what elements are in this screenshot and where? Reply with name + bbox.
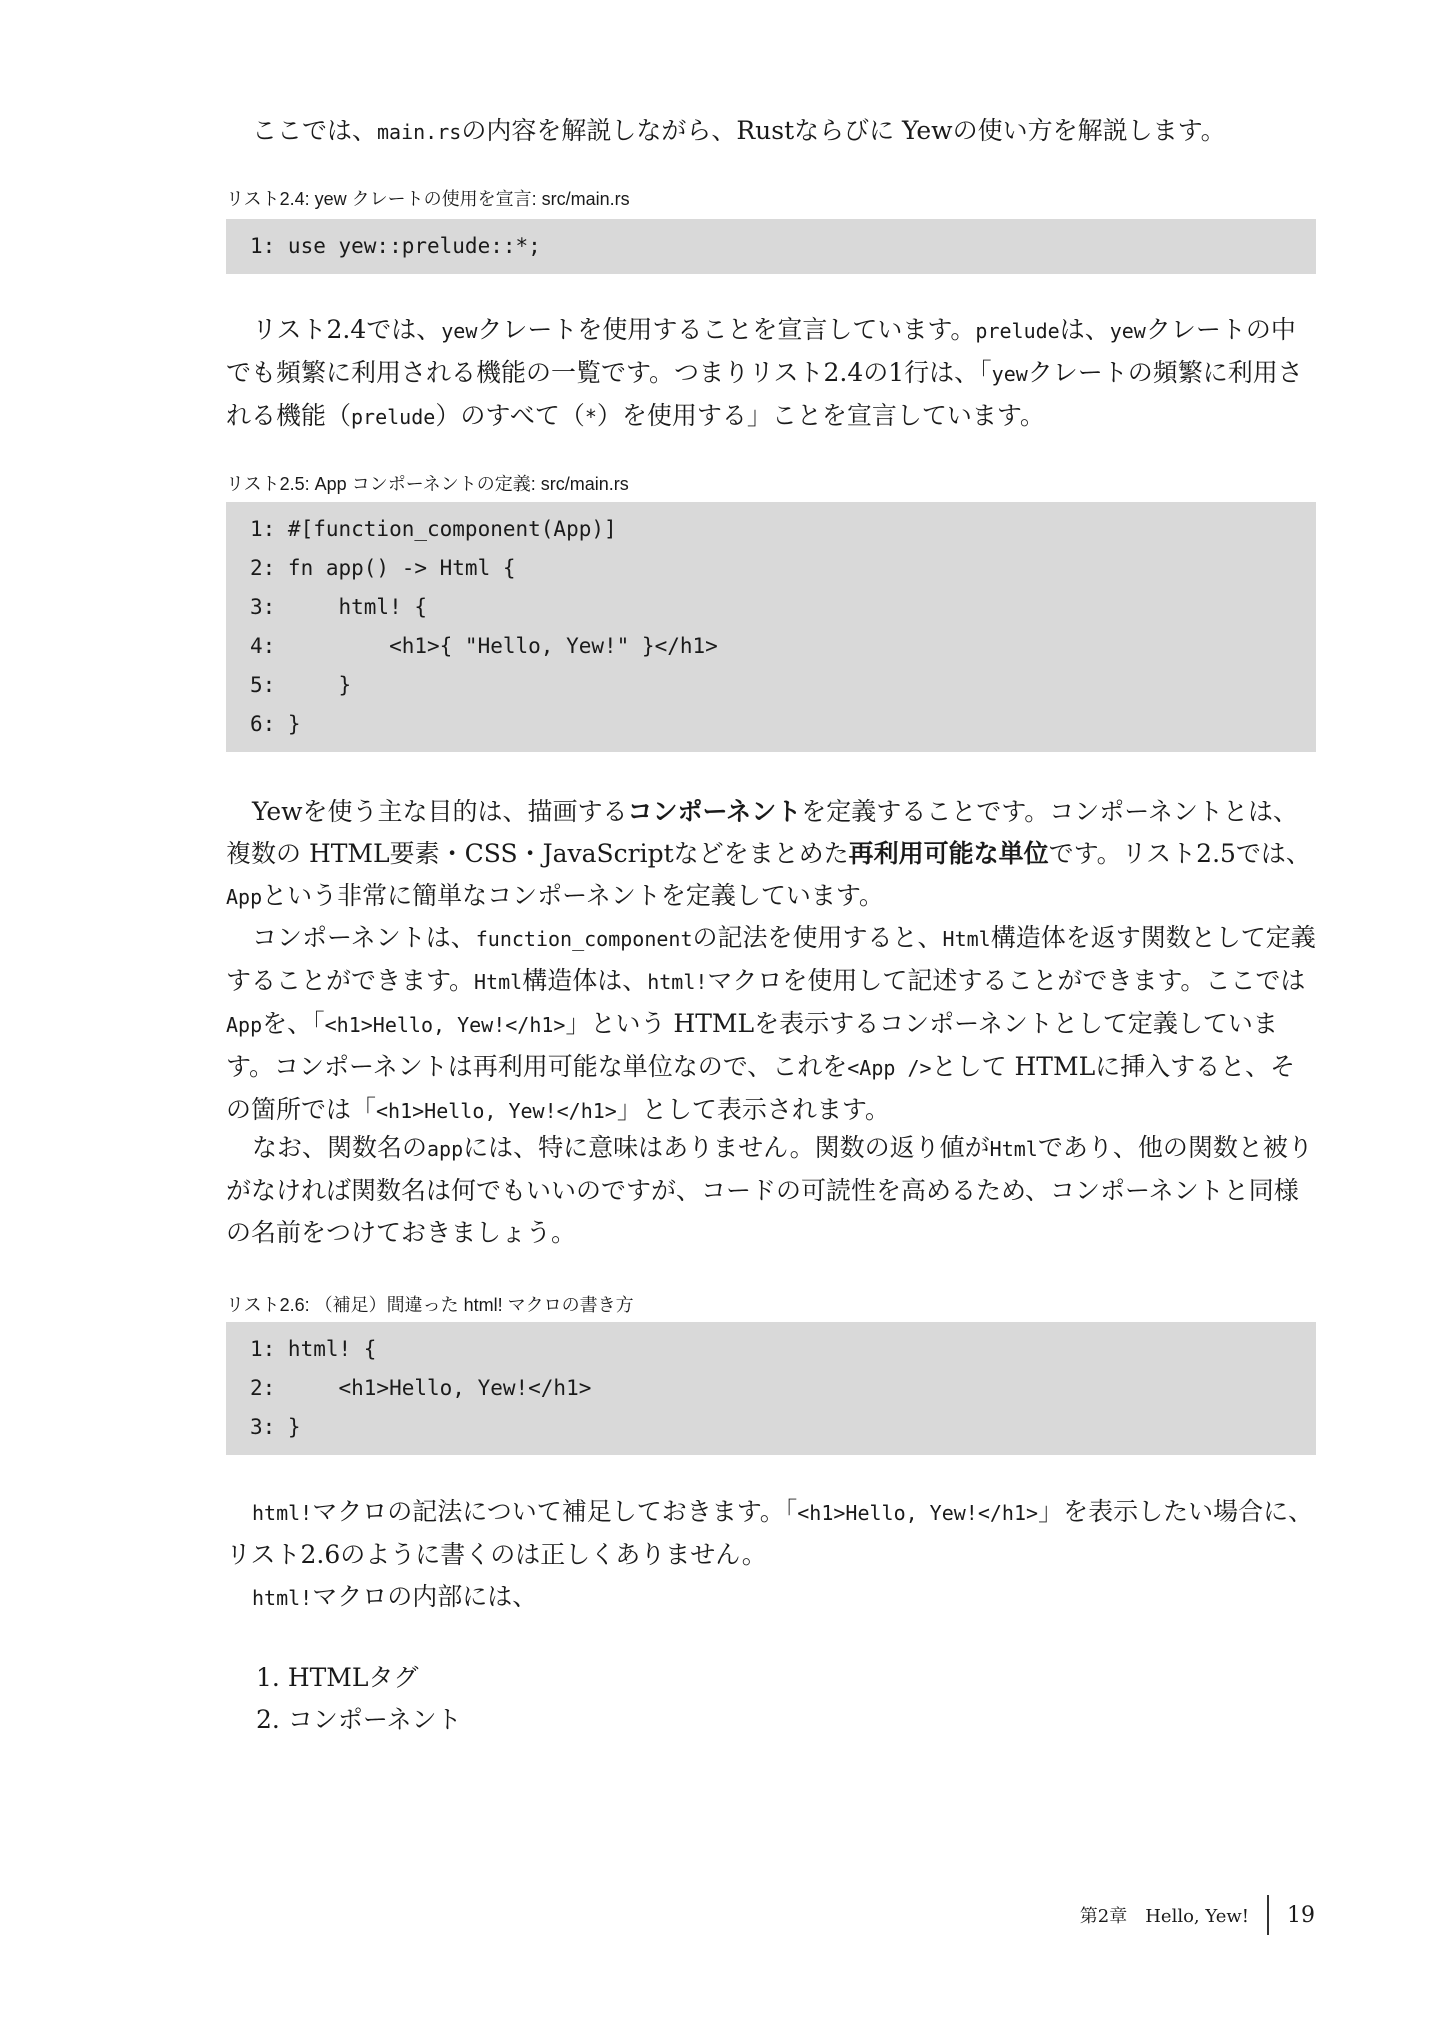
emphasis-component: コンポーネント xyxy=(627,797,802,826)
inline-code: <h1>Hello, Yew!</h1> xyxy=(376,1099,617,1123)
listing-2-4-code-block xyxy=(226,219,1316,274)
paragraph-component-intro: Yewを使う主な目的は、描画するコンポーネントを定義することです。コンポーネントとは、複数の HTML要素・CSS・JavaScriptなどをまとめた再利用可能な単位です。リスト2.5では、Appという非常に簡単なコンポーネントを定義しています。 xyxy=(226,797,1311,910)
inline-code: Html xyxy=(942,927,991,951)
inline-code: main.rs xyxy=(377,120,462,144)
inline-code: <h1>Hello, Yew!</h1> xyxy=(324,1013,566,1037)
inline-code: function_component xyxy=(475,927,693,951)
listing-2-6-caption: リスト2.6: （補足）間違った html! マクロの書き方 xyxy=(226,1295,634,1315)
inline-code: html! xyxy=(647,970,708,994)
inline-code: <h1>Hello, Yew!</h1> xyxy=(797,1501,1039,1525)
inline-code: Html xyxy=(474,970,523,994)
inline-code: prelude xyxy=(351,405,436,429)
code-line: 6: } xyxy=(250,712,301,736)
inline-code: html! xyxy=(252,1501,313,1525)
listing-2-5-caption: リスト2.5: App コンポーネントの定義: src/main.rs xyxy=(226,474,629,494)
inline-code: <App /> xyxy=(847,1056,932,1080)
list-item: 1. HTMLタグ xyxy=(256,1663,419,1692)
code-line: 3: html! { xyxy=(250,595,428,619)
code-line: 3: } xyxy=(250,1415,301,1439)
code-line: 1: #[function_component(App)] xyxy=(250,517,617,541)
inline-code: App xyxy=(226,885,263,909)
list-item: 2. コンポーネント xyxy=(256,1705,462,1734)
code-line: 1: use yew::prelude::*; xyxy=(250,234,541,258)
code-line: 2: <h1>Hello, Yew!</h1> xyxy=(250,1376,592,1400)
listing-2-5-code-block xyxy=(226,502,1316,752)
chapter-title: 第2章 Hello, Yew! xyxy=(1079,1906,1249,1927)
page-number: 19 xyxy=(1287,1902,1315,1928)
inline-code: * xyxy=(584,405,597,429)
paragraph-html-macro-note: html!マクロの記法について補足しておきます。「<h1>Hello, Yew!</h1>」を表示したい場合に、リスト2.6のように書くのは正しくありません。 xyxy=(226,1497,1314,1569)
code-line: 4: <h1>{ "Hello, Yew!" }</h1> xyxy=(250,634,718,658)
emphasis-reusable-unit: 再利用可能な単位 xyxy=(848,839,1049,868)
listing-2-4-caption: リスト2.4: yew クレートの使用を宣言: src/main.rs xyxy=(226,189,630,209)
inline-code: yew xyxy=(1109,319,1146,343)
listing-2-6-code-block xyxy=(226,1322,1316,1455)
code-line: 2: fn app() -> Html { xyxy=(250,556,516,580)
inline-code: yew xyxy=(991,362,1028,386)
inline-code: prelude xyxy=(975,319,1060,343)
code-line: 1: html! { xyxy=(250,1337,377,1361)
code-line: 5: } xyxy=(250,673,352,697)
paragraph-prelude: リスト2.4では、yewクレートを使用することを宣言しています。preludeは、yewクレートの中でも頻繁に利用される機能の一覧です。つまりリスト2.4の1行は、「yewクレートの頻繁に利用される機能（prelude）のすべて（*）を使用する」ことを宣言しています。 xyxy=(226,315,1303,430)
inline-code: app xyxy=(427,1137,464,1161)
intro-paragraph: ここでは、main.rsの内容を解説しながら、Rustならびに Yewの使い方を解説します。 xyxy=(252,116,1226,145)
footer-divider xyxy=(1267,1895,1269,1935)
inline-code: App xyxy=(226,1013,263,1037)
page-footer xyxy=(1080,1895,1315,1935)
inline-code: html! xyxy=(252,1586,313,1610)
paragraph-macro-inside: html!マクロの内部には、 xyxy=(252,1582,538,1611)
paragraph-function-component: コンポーネントは、function_componentの記法を使用すると、Html構造体を返す関数として定義することができます。Html構造体は、html!マクロを使用して記述することができます。ここではAppを、「<h1>Hello, Yew!</h1>」という HTMLを表示するコンポーネントとして定義しています。コンポーネントは再利用可能な単位なので、これを<App />として HTMLに挿入すると、その箇所では「<h1>Hello, Yew!</h1>」として表示されます。 xyxy=(226,923,1316,1124)
inline-code: yew xyxy=(441,319,478,343)
paragraph-function-name: なお、関数名のappには、特に意味はありません。関数の返り値がHtmlであり、他の関数と被りがなければ関数名は何でもいいのですが、コードの可読性を高めるため、コンポーネントと同様の名前をつけておきましょう。 xyxy=(226,1133,1313,1247)
inline-code: Html xyxy=(989,1137,1038,1161)
